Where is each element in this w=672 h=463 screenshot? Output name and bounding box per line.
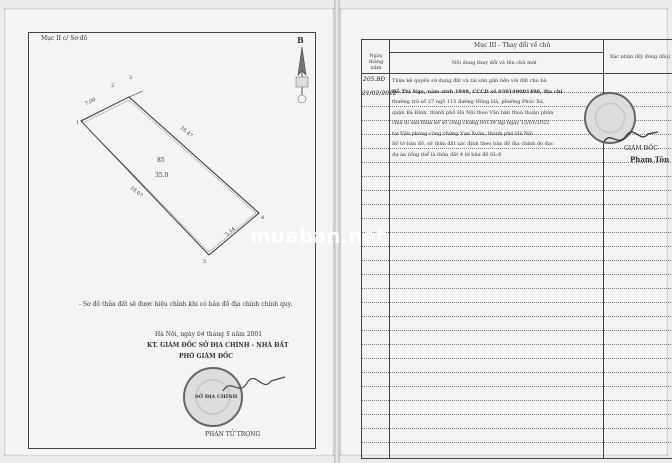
header-date: Ngày tháng năm: [368, 53, 384, 71]
date-month: 5: [225, 331, 230, 338]
entry-line: quận Ba Đình, thành phố Hà Nội theo Văn bản thoả thuận phân: [392, 109, 554, 116]
edge-label-left: 16.07: [128, 184, 144, 200]
entry-line: Đỗ Thị Ngọ, năm sinh 1949, CCCD số 030149001496, địa chỉ: [392, 88, 563, 95]
entry-number: 205.BĐ: [363, 76, 386, 83]
vertex-label-5: 5: [203, 259, 207, 265]
date-prefix: Hà Nội, ngày: [155, 331, 195, 338]
entry-line: chia di sản thừa kế số công chứng 00139 lập ngày 12/01/2022: [392, 120, 550, 126]
entry-line: tại Văn phòng công chứng Vạn Xuân, thành phố Hà Nội: [392, 130, 533, 137]
north-arrow-icon: [291, 35, 313, 105]
right-page: [340, 8, 671, 456]
edge-label-top: 7.00: [84, 96, 97, 108]
confirm-title: GIÁM ĐỐC: [624, 145, 658, 152]
parcel-area: 35.0: [155, 172, 169, 179]
north-letter: B: [297, 35, 304, 45]
edge-label-right: 16.47: [178, 124, 194, 140]
signatory-role: PHÓ GIÁM ĐỐC: [179, 353, 234, 360]
date-month-label: tháng: [206, 331, 225, 338]
watermark: muaban.net: [250, 224, 386, 248]
entry-line: Số tờ bản đồ, số thửa đất xác định theo bản đồ địa chính đo đạc: [392, 141, 554, 147]
vertex-label-4: 4: [261, 215, 265, 221]
vertex-label-3: 3: [129, 75, 133, 81]
date-day: 04: [196, 331, 205, 338]
right-section-title: Mục III - Thay đổi về chủ: [474, 42, 551, 49]
header-content: Nội dung thay đổi và tên chủ mới: [452, 60, 537, 66]
entry-line: dự án tổng thể là thửa đất 4 tờ bản đồ 8L-6: [392, 151, 502, 158]
entry-line: thường trú số 27 ngõ 115 đường Hồng Hà, phường Phúc Xá,: [392, 99, 545, 105]
vertex-label-1: 1: [76, 120, 80, 126]
parcel-number: 85: [157, 157, 165, 164]
signature-icon: [219, 371, 289, 401]
section-title: Mục II c/ Sơ đồ: [41, 35, 88, 42]
date-line: [155, 331, 262, 338]
signer-name: PHAN TỬ TRỌNG: [205, 431, 261, 438]
stamp-text: SỞ ĐỊA CHÍNH: [195, 394, 238, 400]
header-confirm: Xác nhận (Ký đóng dấu): [609, 54, 671, 60]
signatory-line: KT. GIÁM ĐỐC SỞ ĐỊA CHÍNH - NHÀ ĐẤT: [147, 342, 289, 349]
vertex-label-2: 2: [111, 83, 115, 89]
date-year: năm 2001: [231, 331, 263, 338]
confirm-name: Phạm Tôn: [630, 155, 670, 164]
entry-line: Thừa kế quyền sử dụng đất và tài sản gắn liền với đất cho bà: [392, 78, 547, 84]
edge-label-bottom: 5.14: [224, 226, 237, 238]
entry-date: 21/02/2022: [362, 90, 397, 97]
ownership-table: [361, 39, 672, 459]
entry-content: [392, 76, 562, 160]
note-text: - Sơ đồ thửa đất sẽ được hiệu chỉnh khi có bản đồ địa chính chính quy.: [79, 301, 293, 308]
